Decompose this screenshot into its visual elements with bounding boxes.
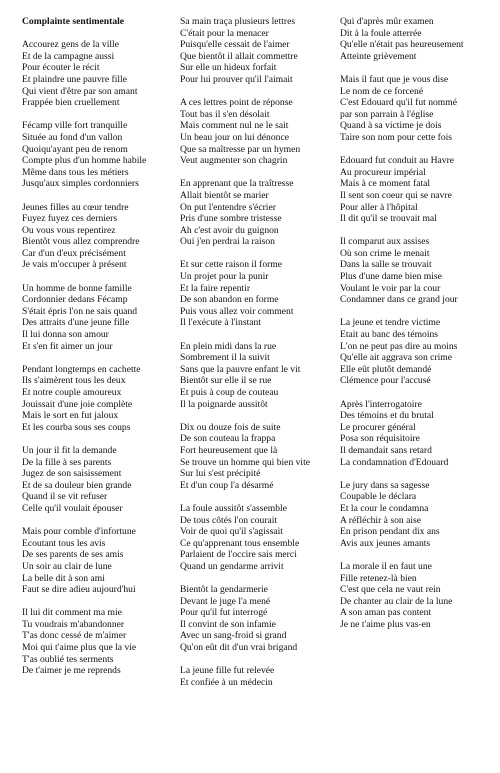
verse-line: Il comparut aux assises [340,236,430,248]
stanza [340,317,495,387]
verse-line: En plein midi dans la rue [180,340,277,352]
verse-line: Parlaient de l'occire sais merci [180,549,297,561]
verse-line: Et d'un coup l'a désarmé [180,479,274,491]
verse-line: Et plaindre une pauvre fille [22,73,127,85]
verse-line: Sur lui s'est précipité [180,468,261,480]
verse-line: Plus d'une dame bien mise [340,271,442,283]
verse-line: Posa son réquisitoire [340,433,420,445]
verse-line: Jusqu'aux simples cordonniers [22,178,139,190]
verse-line: Pris d'une sombre tristesse [180,213,282,225]
verse-line: S'était épris l'on ne sais quand [22,305,138,317]
stanza [180,97,335,167]
verse-line: Ce qu'apprenant tous ensemble [180,537,300,549]
verse-line: Je vais m'occuper à présent [22,259,127,271]
verse-line: De la fille à ses parents [22,456,112,468]
verse-line: La jeune fille fut relevée [180,665,275,677]
verse-line: En apprenant que la traîtresse [180,178,294,190]
verse-line: Oui j'en perdrai la raison [180,236,275,248]
verse-line: Coupable le déclara [340,491,417,503]
verse-line: Il l'exécute à l'instant [180,317,261,329]
verse-line: De son abandon en forme [180,294,279,306]
verse-line: Se trouve un homme qui bien vite [180,456,311,468]
verse-line: Compte plus d'un homme habile [22,155,147,167]
verse-line: Le nom de ce forcené [340,85,424,97]
stanza [22,526,172,596]
verse-line: Jeunes filles au cœur tendre [22,201,129,213]
verse-line: Tu voudrais m'abandonner [22,618,125,630]
verse-line: Car d'un d'eux précisément [22,247,126,259]
verse-line: Pour écouter le récit [22,62,100,74]
verse-line: Qu'on eût dit d'un vrai brigand [180,642,298,654]
stanza [22,202,172,272]
verse-line: Frappée bien cruellement [22,97,120,109]
stanza [340,74,495,144]
stanza [340,155,495,225]
verse-line: Bientôt la gendarmerie [180,584,268,596]
verse-line: Pour lui prouver qu'il l'aimait [180,73,293,85]
column-2 [180,16,335,700]
verse-line: Avec un sang-froid si grand [180,630,287,642]
stanza [180,16,335,86]
stanza [22,283,172,353]
stanza [180,341,335,411]
verse-line: Je ne t'aime plus vas-en [340,618,431,630]
verse-line: Sa main traça plusieurs lettres [180,16,296,27]
verse-line: Fille retenez-là bien [340,572,417,584]
verse-line: Dit à la foule atterrée [340,27,422,39]
verse-line: Condamner dans ce grand jour [340,294,458,306]
stanza [22,445,172,515]
verse-line: Mais comment nul ne le sait [180,120,289,132]
verse-line: En prison pendant dix ans [340,526,440,538]
verse-line: Qui d'après mûr examen [340,16,434,27]
verse-line: Jouissait d'une joie complète [22,398,133,410]
verse-line: Fort heureusement que là [180,444,278,456]
verse-line: De chanter au clair de la lune [340,595,453,607]
verse-line: Faut se dire adieu aujourd'hui [22,584,136,596]
stanza [340,561,495,631]
verse-line: Un jour il fit la demande [22,444,117,456]
stanza [180,259,335,329]
verse-line: Quand à sa victime je dois [340,120,442,132]
stanza [22,39,172,109]
verse-line: Et la cour le condamna [340,502,429,514]
verse-line: Que sa maîtresse par un hymen [180,143,301,155]
verse-line: Taire son nom pour cette fois [340,131,453,143]
verse-line: Sans que la pauvre enfant le vit [180,363,301,375]
verse-line: Il sent son coeur qui se navre [340,189,452,201]
verse-line: Atteinte grièvement [340,50,417,62]
verse-line: Celle qu'il voulait épouser [22,502,123,514]
verse-line: Quand il se vit refuser [22,491,108,503]
verse-line: Cordonnier dedans Fécamp [22,294,128,306]
verse-line: On put l'entendre s'écrier [180,201,276,213]
verse-line: La belle dit à son ami [22,572,105,584]
stanza [340,399,495,469]
verse-line: T'as donc cessé de m'aimer [22,630,127,642]
verse-line: Un soir au clair de lune [22,560,112,572]
verse-line: Il lui dit comment ma mie [22,607,122,619]
verse-line: Accourez gens de la ville [22,39,119,51]
stanza [180,584,335,654]
verse-line: par son parrain à l'église [340,108,434,120]
verse-line: Ou vous vous repentirez [22,224,116,236]
stanza [340,480,495,550]
stanza [180,178,335,248]
verse-line: Avis aux jeunes amants [340,537,431,549]
stanza [22,364,172,434]
verse-line: Devant le juge l'a mené [180,595,271,607]
verse-line: Le procurer général [340,421,416,433]
verse-line: Et de la campagne aussi [22,50,115,62]
verse-line: Il la poignarde aussitôt [180,398,268,410]
stanza [22,120,172,190]
verse-line: Voulant le voir par la cour [340,282,441,294]
verse-line: Un beau jour on lui dénonce [180,131,289,143]
stanza [180,665,335,688]
verse-line: L'on ne peut pas dire au moins [340,340,458,352]
poem-title: Complainte sentimentale [22,16,125,27]
verse-line: Sombrement il la suivit [180,352,270,364]
stanza [180,422,335,492]
verse-line: Quand un gendarme arrivit [180,560,284,572]
verse-line: Où son crime le menait [340,247,430,259]
verse-line: C'était pour la menacer [180,27,269,39]
verse-line: Edouard fut conduit au Havre [340,155,455,167]
column-1 [22,16,172,688]
verse-line: Le jury dans sa sagesse [340,479,430,491]
verse-line: Un homme de bonne famille [22,282,132,294]
verse-line: Et notre couple amoureux [22,387,122,398]
verse-line: Il lui donna son amour [22,329,109,341]
stanza [340,236,495,306]
verse-line: Sur elle un hideux forfait [180,62,277,74]
verse-line: A réfléchir à son aise [340,514,421,526]
verse-line: A ces lettres point de réponse [180,97,293,109]
verse-line: Mais à ce moment fatal [340,178,431,190]
verse-line: La jeune et tendre victime [340,317,441,329]
verse-line: Des attraits d'une jeune fille [22,317,130,329]
verse-line: Il dit qu'il se trouvait mal [340,213,437,225]
verse-line: Veut augmenter son chagrin [180,155,288,167]
verse-line: Mais le sort en fut jaloux [22,410,119,422]
verse-line: Après l'interrogatoire [340,398,422,410]
verse-line: Bientôt sur elle il se rue [180,375,272,387]
verse-line: De tous côtés l'on courait [180,514,278,526]
verse-line: Etait au banc des témoins [340,329,439,341]
verse-line: La foule aussitôt s'assemble [180,502,287,514]
verse-line: Allait bientôt se marier [180,189,269,201]
verse-line: Elle eût plutôt demandé [340,363,432,375]
verse-line: Jugez de son saisissement [22,468,122,480]
verse-line: Ah c'est avoir du guignon [180,224,279,236]
verse-line: De ses parents de ses amis [22,549,124,561]
column-3 [340,16,495,642]
verse-line: C'est que cela ne vaut rein [340,584,441,596]
verse-line: Pour qu'il fut interrogé [180,607,268,619]
verse-line: C'est Edouard qu'il fut nommé [340,97,457,109]
verse-line: Un projet pour la punir [180,271,269,283]
verse-line: Et de sa douleur bien grande [22,479,132,491]
verse-line: Pour aller à l'hôpital [340,201,418,213]
verse-line: Qu'elle ait aggrava son crime [340,352,453,364]
verse-line: Ecoutant tous les avis [22,537,106,549]
verse-line: Tout bas il s'en désolait [180,108,270,120]
verse-line: Dans la salle se trouvait [340,259,432,271]
verse-line: Et confiée à un médecin [180,676,273,688]
verse-line: Dix ou douze fois de suite [180,421,281,433]
stanza [22,607,172,677]
verse-line: Il demandait sans retard [340,444,432,456]
verse-line: Et la faire repentir [180,282,251,294]
verse-line: Pendant longtemps en cachette [22,363,141,375]
verse-line: Et les courba sous ses coups [22,421,131,433]
verse-line: Et puis à coup de couteau [180,387,279,398]
verse-line: Voir de quoi qu'il s'agissait [180,526,283,538]
verse-line: Mais il faut que je vous dise [340,73,449,85]
stanza [340,16,495,62]
verse-line: Fécamp ville fort tranquille [22,120,128,132]
verse-line: Qu'elle n'était pas heureusement [340,39,464,51]
verse-line: Au procureur impérial [340,166,426,178]
verse-line: Clémence pour l'accusé [340,375,431,387]
verse-line: Puis vous allez voir comment [180,305,294,317]
verse-line: De t'aimer je me reprends [22,665,121,677]
verse-line: Même dans tous les métiers [22,166,129,178]
verse-line: Ils s'aimèrent tous les deux [22,375,126,387]
verse-line: Que bientôt il allait commettre [180,50,298,62]
verse-line: Des témoins et du brutal [340,410,434,422]
verse-line: La morale il en faut une [340,560,432,572]
verse-line: De son couteau la frappa [180,433,276,445]
verse-line: A son aman pas content [340,607,432,619]
verse-line: Il convint de son infamie [180,618,276,630]
stanza [180,503,335,573]
verse-line: Qui vient d'être par son amant [22,85,138,97]
verse-line: Et s'en fit aimer un jour [22,340,113,352]
verse-line: Bientôt vous allez comprendre [22,236,140,248]
verse-line: La condamnation d'Edouard [340,456,449,468]
verse-line: Quoiqu'ayant peu de renom [22,143,128,155]
verse-line: Et sur cette raison il forme [180,259,283,271]
verse-line: T'as oublié tes serments [22,653,114,665]
verse-line: Mais pour comble d'infortune [22,526,136,538]
verse-line: Puisqu'elle cessait de l'aimer [180,39,290,51]
verse-line: Moi qui t'aime plus que la vie [22,642,137,654]
verse-line: Fuyez fuyez ces derniers [22,213,118,225]
verse-line: Située au fond d'un vallon [22,131,123,143]
